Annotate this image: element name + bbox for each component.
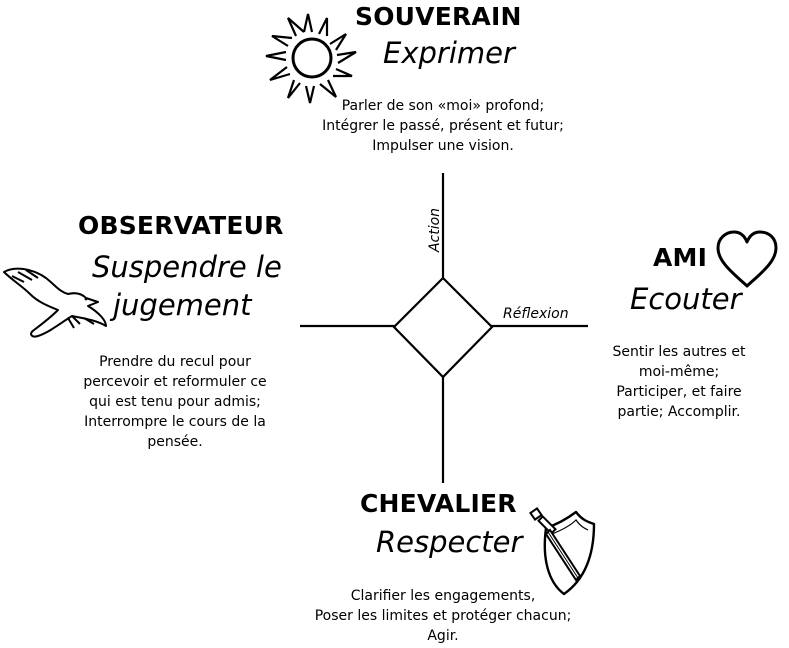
chevalier-title: CHEVALIER bbox=[360, 489, 517, 518]
heart-icon bbox=[712, 228, 782, 290]
chevalier-desc-line: Clarifier les engagements, bbox=[350, 588, 536, 604]
souverain-desc-line: Intégrer le passé, présent et futur; bbox=[322, 118, 564, 134]
observateur-desc-line: pensée. bbox=[147, 434, 203, 450]
ami-desc-line: partie; Accomplir. bbox=[617, 404, 741, 420]
chevalier-description bbox=[293, 586, 593, 646]
chevalier-desc-line: Agir. bbox=[427, 628, 459, 644]
souverain-description bbox=[293, 96, 593, 156]
axis-label-action: Action bbox=[427, 207, 443, 253]
ami-description bbox=[595, 342, 763, 422]
shield-sword-icon bbox=[528, 506, 596, 596]
axis-label-reflexion: Réflexion bbox=[503, 306, 569, 322]
chevalier-desc-line: Poser les limites et protéger chacun; bbox=[314, 608, 572, 624]
observateur-desc-line: Prendre du recul pour bbox=[99, 354, 251, 370]
souverain-desc-line: Impulser une vision. bbox=[372, 138, 514, 154]
center-diamond bbox=[394, 278, 492, 377]
observateur-desc-line: qui est tenu pour admis; bbox=[89, 394, 261, 410]
chevalier-verb: Respecter bbox=[376, 525, 523, 559]
observateur-title: OBSERVATEUR bbox=[78, 211, 284, 240]
observateur-desc-line: percevoir et reformuler ce bbox=[83, 374, 267, 390]
souverain-desc-line: Parler de son «moi» profond; bbox=[341, 98, 545, 114]
ami-desc-line: moi-même; bbox=[638, 364, 720, 380]
ami-title: AMI bbox=[653, 243, 708, 272]
observateur-desc-line: Interrompre le cours de la bbox=[84, 414, 266, 430]
sun-icon bbox=[264, 10, 360, 106]
eagle-icon bbox=[2, 262, 110, 342]
ami-desc-line: Sentir les autres et bbox=[612, 344, 746, 360]
souverain-title: SOUVERAIN bbox=[355, 2, 522, 31]
ami-verb: Ecouter bbox=[630, 282, 742, 316]
ami-desc-line: Participer, et faire bbox=[616, 384, 742, 400]
souverain-verb: Exprimer bbox=[383, 36, 515, 70]
observateur-verb-line2: jugement bbox=[113, 288, 252, 322]
observateur-description bbox=[60, 352, 290, 452]
observateur-verb-line1: Suspendre le bbox=[92, 250, 282, 284]
